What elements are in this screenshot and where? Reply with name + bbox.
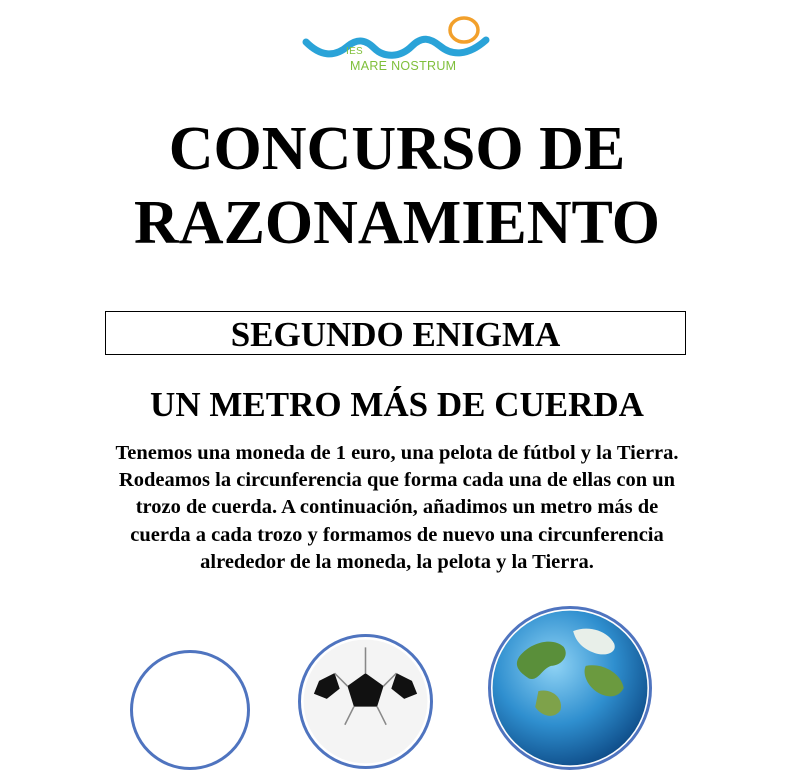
coin-circle-icon: [130, 650, 250, 770]
enigma-label-box: SEGUNDO ENIGMA: [105, 311, 686, 355]
enigma-title: UN METRO MÁS DE CUERDA: [150, 385, 644, 424]
logo-school-name: MARE NOSTRUM: [350, 59, 457, 73]
school-logo: [300, 12, 495, 78]
soccer-ball-icon: [298, 634, 433, 769]
enigma-description: Tenemos una moneda de 1 euro, una pelota de fútbol y la Tierra. Rodeamos la circunferencia que forma cada una de ellas con un trozo de cuerda. A continuación, añadimos un metro más de cuerda a cada trozo y formamos de nuevo una circunferencia alrededor de la moneda, la pelota y la Tierra.: [115, 442, 679, 573]
earth-globe-icon: [488, 606, 652, 770]
logo-school-prefix: IES: [346, 46, 364, 57]
page-title-line-2: RAZONAMIENTO: [134, 189, 660, 257]
page-title-line-1: CONCURSO DE: [168, 115, 626, 183]
